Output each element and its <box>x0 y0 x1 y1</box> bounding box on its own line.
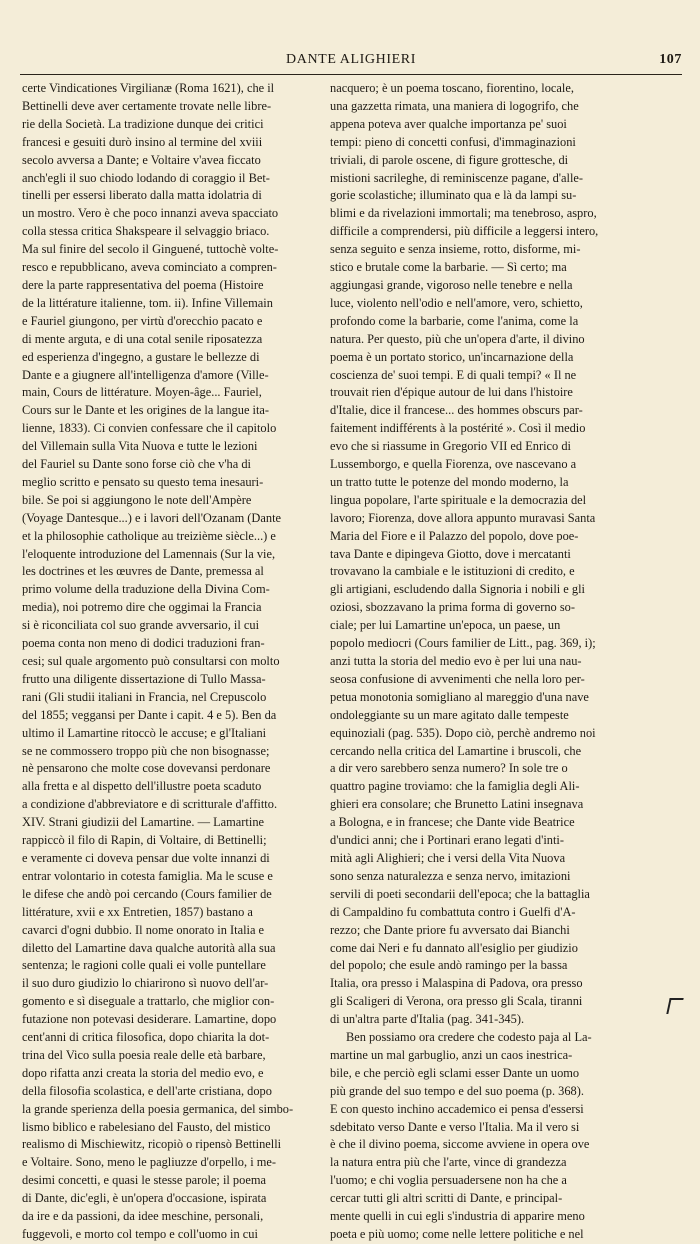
text-line: cent'anni di critica filosofica, dopo chiarita la dot- <box>22 1030 270 1045</box>
text-line: martine un mal garbuglio, anzi un caos inestrica- <box>330 1047 573 1062</box>
text-line: Italia, ora presso i Malaspina di Padova, ora presso <box>330 976 583 991</box>
text-line: lismo biblico e rabelesiano del Fausto, del mistico <box>22 1119 271 1134</box>
text-line: un mostro. Vero è che poco innanzi aveva spacciato <box>22 206 279 221</box>
text-line: e Voltaire. Sono, meno le pagliuzze d'orpello, i me- <box>22 1155 276 1170</box>
text-line: cercando nella critica del Lamartine i bruscoli, che <box>330 743 582 758</box>
text-line: servili di poeti secondarii dell'epoca; che la battaglia <box>330 886 590 901</box>
text-line: del 1855; veggansi per Dante i capit. 4 e 5). Ben da <box>22 707 277 722</box>
text-line: dere la parte rappresentativa del poema (Histoire <box>22 277 264 292</box>
text-line: (Voyage Dantesque...) e i lavori dell'Ozanam (Dante <box>22 510 282 525</box>
text-line: anzi tutta la storia del medio evo è per lui una nau- <box>330 654 582 668</box>
text-line: E con questo inchino accademico ei pensa d'essersi <box>330 1101 584 1116</box>
text-line: del Villemain sulla Vita Nuova e tutte le lezioni <box>22 439 258 454</box>
text-line: a Bologna, e in francese; che Dante vide Beatrice <box>330 815 575 830</box>
text-line: senza seguito e senza insieme, rotto, disforme, mi- <box>330 242 581 257</box>
page-header <box>20 52 682 72</box>
text-line: nacquero; è un poema toscano, fiorentino, locale, <box>330 81 574 95</box>
text-line: aggiungasi grande, vigoroso nelle tenebre e nella <box>330 277 573 292</box>
text-line: XIV. Strani giudizii del Lamartine. — Lamartine <box>22 815 265 830</box>
text-line: blimi e da rivelazioni immortali; ma tenebroso, aspro, <box>330 206 597 221</box>
text-line: d'Italie, dice il francese... des hommes obscurs par- <box>330 403 583 418</box>
text-line: diletto del Lamartine dava qualche autorità alla sua <box>22 940 276 955</box>
text-line: cesi; sul quale argomento può consultarsi con molto <box>22 654 280 668</box>
text-line: ciale; per lui Lamartine un'epoca, un paese, un <box>330 618 561 633</box>
text-line: trina del Vico sulla poesia reale delle età barbare, <box>22 1047 266 1062</box>
text-line: dopo rifatta anzi creata la storia del medio evo, e <box>22 1065 264 1080</box>
text-line: colla stessa critica Shakspeare il selvaggio briaco. <box>22 224 270 239</box>
text-line: nè pensarono che molte cose dovevansi perdonare <box>22 761 271 776</box>
text-line: Dante e a giugnere all'intelligenza d'amore (Ville- <box>22 367 269 382</box>
text-line: l'eloquente introduzione del Lamennais (Sur la vie, <box>22 546 276 561</box>
text-line: natura. Per questo, più che un'opera d'arte, il divino <box>330 331 585 346</box>
text-line: l'uomo; e chi voglia persuadersene non ha che a <box>330 1173 567 1188</box>
text-line: a condizione d'abbreviatore e di scritturale d'affitto. <box>22 797 278 812</box>
text-line: desimi concetti, e quasi le stesse parole; il poema <box>22 1173 266 1188</box>
text-line: poema conta non meno di dodici traduzioni fran- <box>22 636 265 651</box>
text-line: entrar volontario in cotesta famiglia. Ma le scuse e <box>22 868 273 883</box>
text-line: littérature, xvii e xx Entretien, 1857) bastano a <box>22 904 253 919</box>
text-line: ultimo il Lamartine ritoccò le accuse; e gl'Italiani <box>22 725 267 740</box>
text-line: di Campaldino fu combattuta contro i Guelfi d'A- <box>330 904 576 919</box>
text-line: un tratto tutte le potenze del mondo moderno, la <box>330 474 569 489</box>
header-rule <box>20 74 682 75</box>
text-line: luce, violento nell'odio e nell'amore, vero, schietto, <box>330 295 583 310</box>
text-line: seosa confusione di avvenimenti che nella loro per- <box>330 671 585 686</box>
text-line: Cours sur le Dante et les origines de la langue ita- <box>22 403 270 418</box>
text-line: mistioni sacrileghe, di reminiscenze pagane, d'alle- <box>330 170 584 185</box>
text-line: da ire e da passioni, da idee meschine, personali, <box>22 1209 264 1224</box>
text-line: ondoleggiante su un mare agitato dalle tempeste <box>330 707 569 722</box>
text-line: sdebitato verso Dante e verso l'Italia. Ma il vero si <box>330 1119 580 1134</box>
text-line: lingua popolare, l'arte spirituale e la democrazia del <box>330 492 587 507</box>
text-line: difficile a comprendersi, più difficile a leggersi intero, <box>330 224 599 239</box>
text-line: e Fauriel giungono, per virtù d'orecchio pacato e <box>22 313 263 328</box>
text-line: è che il divino poema, siccome avviene in opera ove <box>330 1137 590 1152</box>
text-line: se ne commossero troppo più che non bisognasse; <box>22 743 270 758</box>
text-line: et la philosophie catholique au treizième siècle...) e <box>22 528 276 543</box>
text-line: evo che si riassume in Gregorio VII ed Enrico di <box>330 439 571 454</box>
text-line: del popolo; che esule andò ramingo per la bassa <box>330 958 568 973</box>
text-line: lienne, 1833). Ci convien confessare che il capitolo <box>22 421 277 436</box>
text-line: les doctrines et les œuvres de Dante, premessa al <box>22 564 264 579</box>
text-line: tava Dante e dipingeva Giotto, dove i mercatanti <box>330 546 571 561</box>
text-line: oziosi, sbozzavano la prima forma di governo so- <box>330 600 575 615</box>
text-line: popolo mediocri (Cours familier de Litt., pag. 369, i); <box>330 636 596 651</box>
text-line: d'undici anni; che i Portinari erano legati d'inti- <box>330 833 564 848</box>
text-line: trouvait rien d'épique autour de lui dans l'histoire <box>330 385 573 400</box>
text-line: futazione non potevasi desiderare. Lamartine, dopo <box>22 1012 277 1027</box>
text-line: frutto una diligente dissertazione di Tullo Massa- <box>22 671 266 686</box>
text-line: mente quelli in cui egli s'industria di apparire meno <box>330 1209 585 1224</box>
page-number: 107 <box>659 52 682 67</box>
text-line: una gazzetta rimata, una maniera di logogrifo, che <box>330 98 579 113</box>
text-line: secolo avversa a Dante; e Voltaire v'avea ficcato <box>22 152 261 167</box>
text-line: mità agli Alighieri; che i versi della Vita Nuova <box>330 850 566 865</box>
text-line: stico e brutale come la barbarie. — Sì certo; ma <box>330 260 567 275</box>
text-line: di un'altra parte d'Italia (pag. 341-345). <box>330 1012 525 1027</box>
text-line: ghieri era consolare; che Brunetto Latini insegnava <box>330 797 584 812</box>
text-line: main, Cours de littérature. Moyen-âge... Fauriel, <box>22 385 262 400</box>
text-line: resco e repubblicano, aveva cominciato a compren- <box>22 260 277 275</box>
text-line: e veramente ci doveva pensar due volte innanzi di <box>22 850 270 865</box>
text-line: petua monotonia somigliano al mareggio d'una nave <box>330 689 589 704</box>
text-line: tinelli per essersi liberato dalla matta idolatria di <box>22 188 262 203</box>
text-line: lavoro; Fiorenza, dove allora appunto muravasi Santa <box>330 510 596 525</box>
text-line: cercar tutti gli altri scritti di Dante, e principal- <box>330 1191 563 1206</box>
text-line: trovavano la cambiale e le istituzioni di credito, e <box>330 564 575 579</box>
text-line: si è riconciliata col suo grande avversario, il cui <box>22 618 260 633</box>
text-line: come dai Neri e fu dannato all'esiglio per giudizio <box>330 940 578 955</box>
text-line: della filosofia scolastica, e dell'arte cristiana, dopo <box>22 1083 272 1098</box>
text-line: la grande sperienza della poesia germanica, del simbo- <box>22 1101 294 1116</box>
text-line: appena poteva aver qualche importanza pe' suoi <box>330 116 567 131</box>
text-line: la natura entra più che l'arte, vince di grandezza <box>330 1155 567 1170</box>
text-line: di Dante, dic'egli, è un'opera d'occasione, ispirata <box>22 1191 267 1206</box>
text-line: più grande del suo tempo e del suo poema (p. 368). <box>330 1083 584 1098</box>
text-line: tempi: pieno di concetti confusi, d'immaginazioni <box>330 134 576 149</box>
text-line: le difese che andò poi cercando (Cours familier de <box>22 886 272 901</box>
text-line: de la littérature italienne, tom. ii). Infine Villemain <box>22 295 273 310</box>
text-line: di mente arguta, e di una cotal senile riposatezza <box>22 331 263 346</box>
text-line: Maria del Fiore e il Palazzo del popolo, dove poe- <box>330 528 579 543</box>
text-line: del Fauriel su Dante sono forse ciò che v'ha di <box>22 457 251 472</box>
text-line: anch'egli il suo chiodo lodando di coraggio il Bet- <box>22 170 270 185</box>
text-line: a dir vero sarebbero senza numero? In sole tre o <box>330 761 568 776</box>
text-line: rani (Gli studii italiani in Francia, nel Crepuscolo <box>22 689 267 704</box>
text-line: alla fretta e al dispetto dell'illustre poeta scaduto <box>22 779 262 794</box>
text-line: primo volume della traduzione della Divina Com- <box>22 582 270 597</box>
text-line: bile. Se poi si aggiungono le note dell'Ampère <box>22 492 252 507</box>
text-line: triviali, di parole oscene, di figure grottesche, di <box>330 152 569 167</box>
text-line: gli Scaligeri di Verona, ora presso gli Scala, tiranni <box>330 994 583 1009</box>
text-line: gomento e sì diseguale a trattarlo, che miglior con- <box>22 994 275 1009</box>
text-line: rappiccò il filo di Rapin, di Voltaire, di Bettinelli; <box>22 833 267 848</box>
text-line: poema è un portato storico, un'incarnazione della <box>330 349 574 364</box>
text-line: rie della Società. La tradizione dunque dei critici <box>22 116 264 131</box>
text-line: Lussemborgo, e quella Fiorenza, ove nascevano a <box>330 457 577 472</box>
corner-mark <box>666 998 683 1014</box>
left-column <box>22 80 328 1244</box>
text-line: il suo duro giudizio lo chiarirono sì nuovo dell'ar- <box>22 976 269 991</box>
right-column <box>330 80 642 1244</box>
text-line: francesi e gesuiti durò insino al termine del xviii <box>22 134 263 149</box>
text-line: Ben possiamo ora credere che codesto paja al La- <box>346 1030 592 1045</box>
text-line: media), noi potremo dire che oggimai la Francia <box>22 600 262 615</box>
text-line: bile, e che perciò egli sclami esser Dante un uomo <box>330 1065 580 1080</box>
text-line: meglio scritto e pensato su questo tema inesauri- <box>22 474 264 489</box>
text-line: sentenza; le ragioni colle quali ei volle puntellare <box>22 958 266 973</box>
text-line: rezzo; che Dante priore fu avversato dai Bianchi <box>330 922 570 937</box>
text-line: Bettinelli deve aver certamente trovate nelle libre- <box>22 98 272 113</box>
text-line: coscienza de' suoi tempi. E di quali tempi? « Il ne <box>330 367 577 382</box>
running-title: DANTE ALIGHIERI <box>286 52 416 67</box>
text-line: gli artigiani, escludendo dalla Signoria i nobili e gli <box>330 582 585 597</box>
text-line: poeta e più uomo; come nelle lettere politiche e nel <box>330 1227 584 1241</box>
text-line: ed esperienza d'ingegno, a gustare le bellezze di <box>22 349 260 364</box>
text-line: faitement indifférents à la postérité ». Così il medio <box>330 421 586 436</box>
text-line: Ma sul finire del secolo il Ginguené, tuttochè volte- <box>22 242 279 257</box>
text-line: profondo come la barbarie, come l'anima, come la <box>330 313 579 328</box>
text-line: quattro pagine troviamo: che la famiglia degli Ali- <box>330 779 580 794</box>
text-line: certe Vindicationes Virgilianæ (Roma 1621), che il <box>22 81 275 95</box>
text-line: equinoziali (pag. 535). Dopo ciò, perchè andremo noi <box>330 725 596 740</box>
text-line: cavarci d'ogni dubbio. Il nome onorato in Italia e <box>22 922 265 937</box>
text-line: gorie scolastiche; illuminato qua e là da lampi su- <box>330 188 577 203</box>
text-line: fuggevoli, e morto col tempo e coll'uomo in cui <box>22 1227 258 1241</box>
text-line: sono senza naturalezza e senza nervo, imitazioni <box>330 868 571 883</box>
text-line: realismo di Mischiewitz, ricopiò o ripensò Bettinelli <box>22 1137 282 1152</box>
